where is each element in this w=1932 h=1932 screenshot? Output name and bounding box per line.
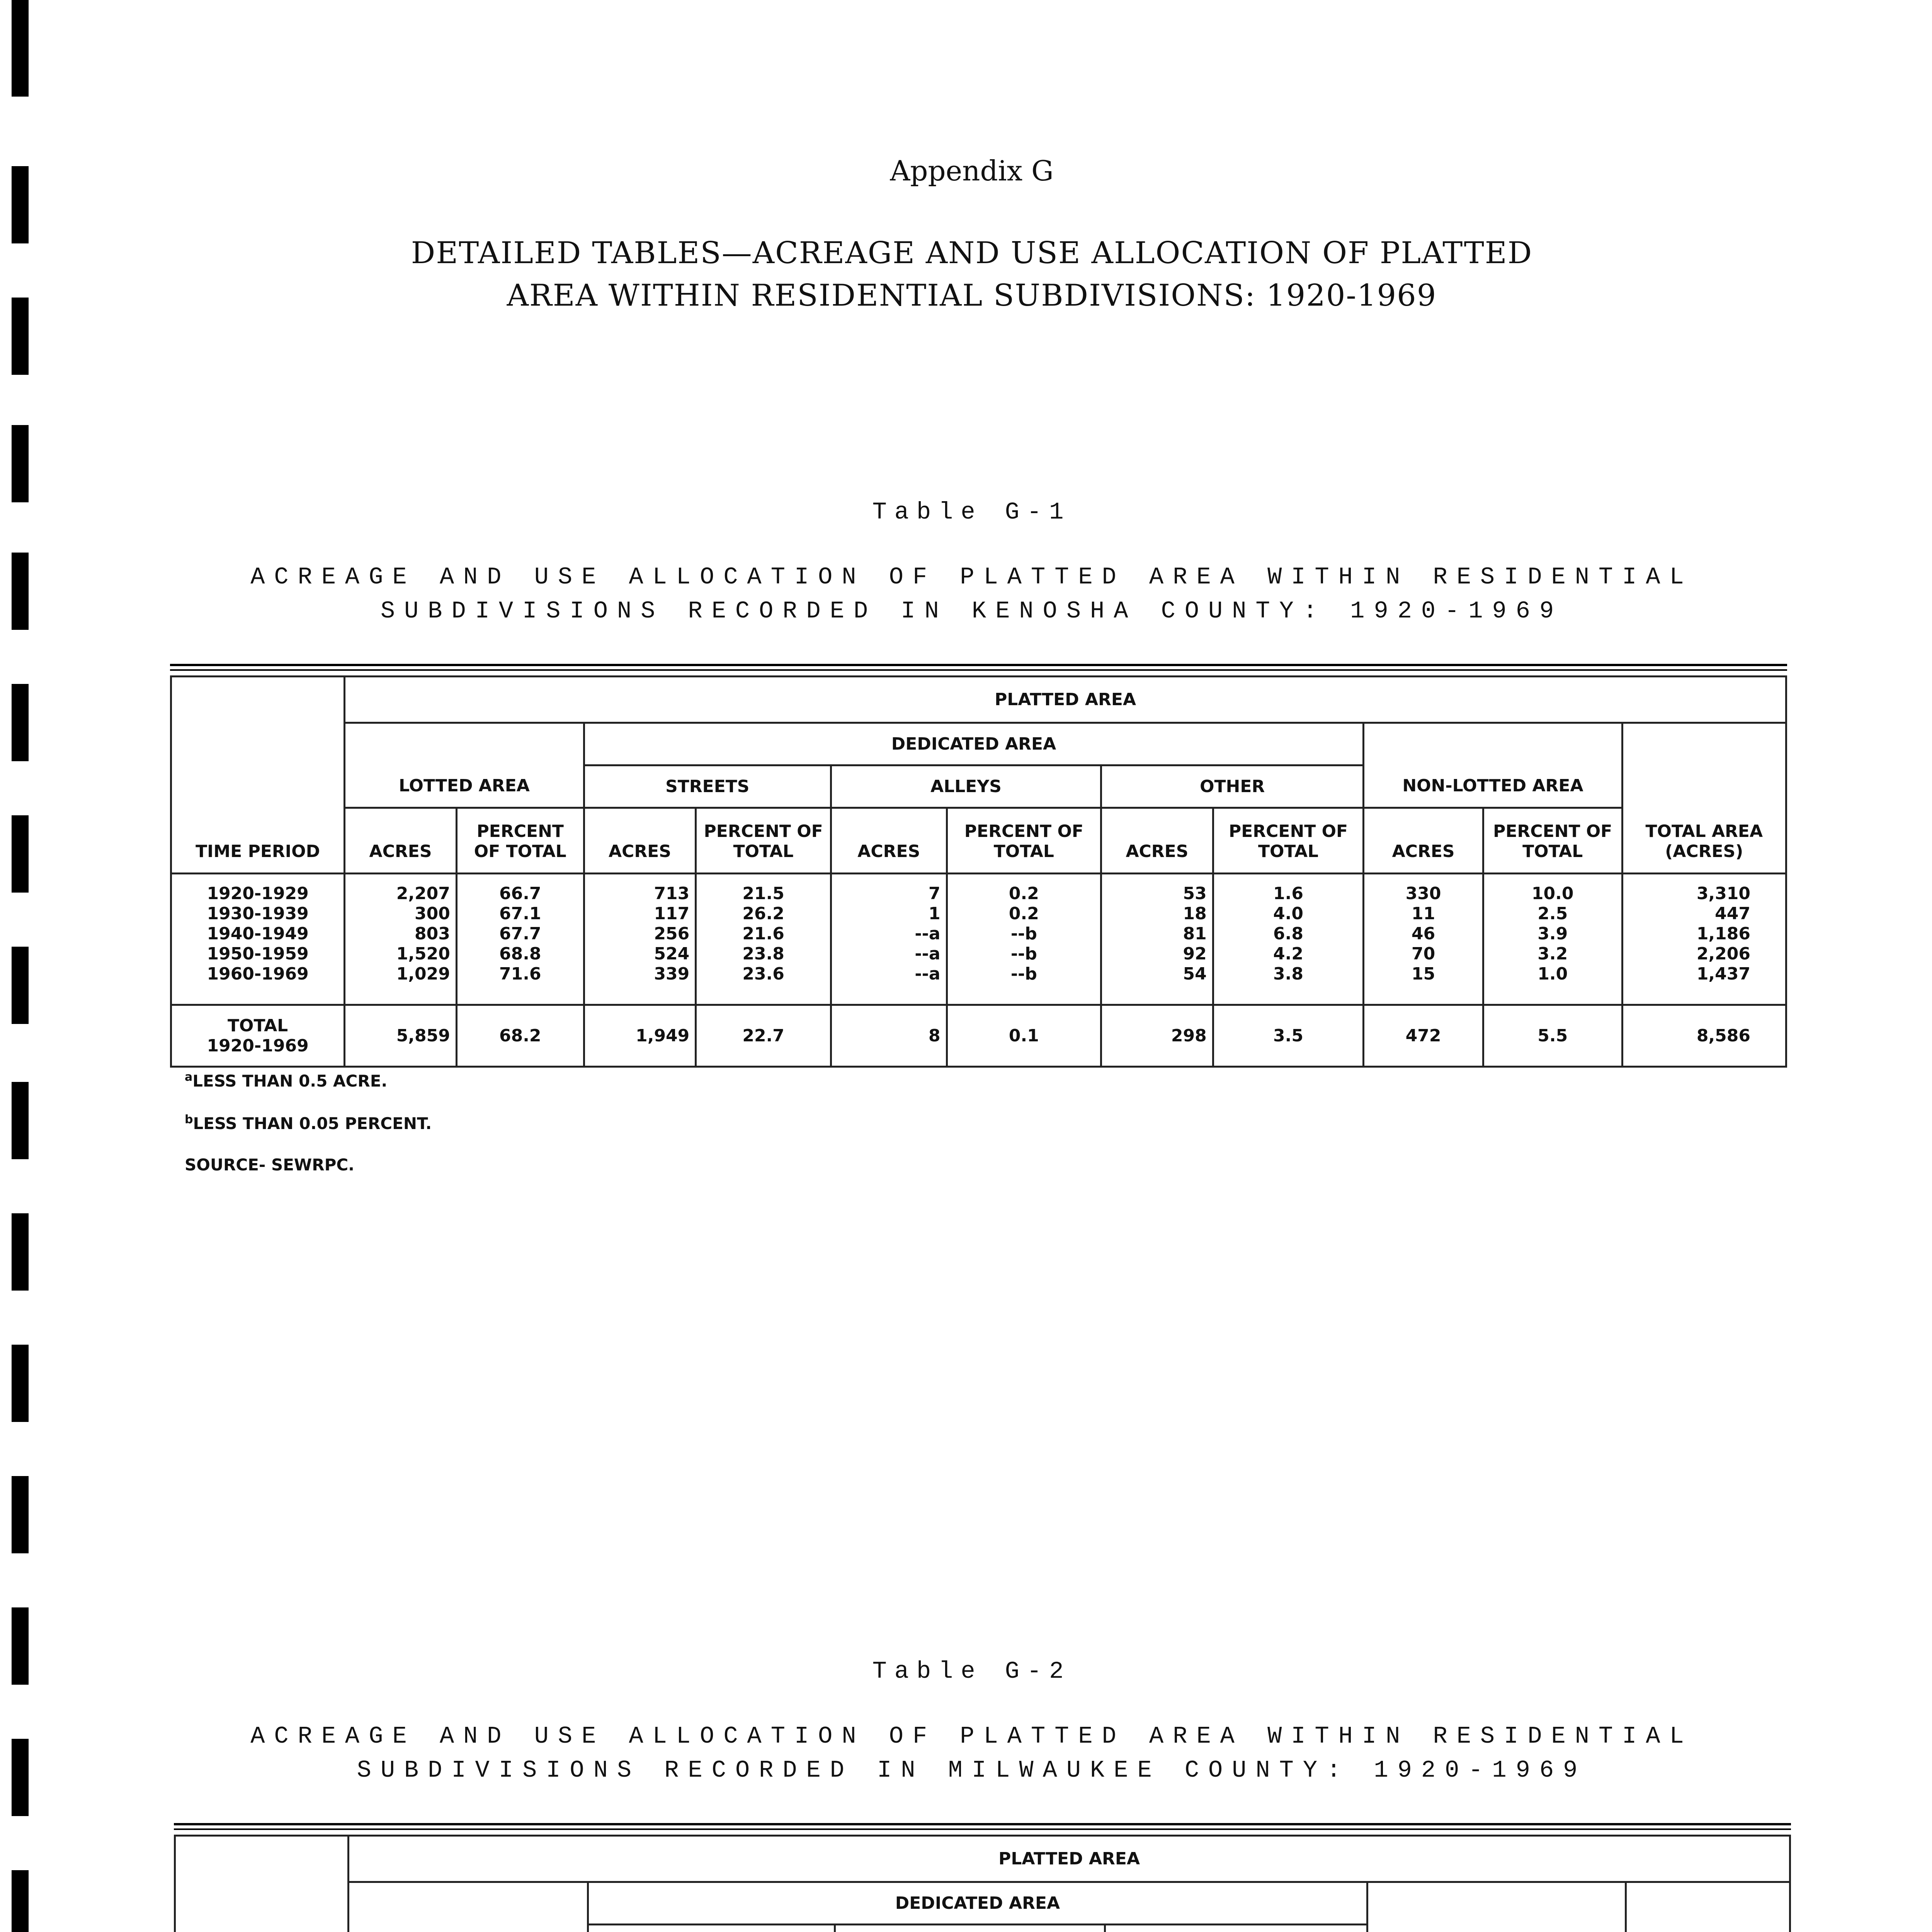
header-time-period: TIME PERIOD	[171, 677, 345, 874]
data-cell	[1483, 874, 1622, 1005]
data-cell	[1213, 874, 1364, 1005]
cell-value: --b	[1010, 924, 1037, 944]
header-acres: ACRES	[831, 808, 947, 874]
data-cell	[1622, 874, 1786, 1005]
total-cell: 472	[1364, 1005, 1483, 1067]
header-dedicated-area: DEDICATED AREA	[584, 723, 1364, 765]
total-cell: 8	[831, 1005, 947, 1067]
table-number: Table G-1	[872, 498, 1071, 526]
footnote-text: LESS THAN 0.5 ACRE.	[192, 1071, 388, 1090]
header-streets	[588, 1925, 835, 1932]
total-cell: 68.2	[456, 1005, 584, 1067]
total-period-cell	[171, 1005, 345, 1067]
header-other: OTHER	[1101, 765, 1364, 808]
cell-value: --a	[915, 944, 940, 964]
cell-value: 2,206	[1696, 944, 1750, 964]
period-value: 1940-1949	[207, 924, 309, 944]
cell-value: 68.8	[499, 944, 541, 964]
cell-value: 11	[1411, 904, 1435, 923]
total-label: TOTAL	[228, 1015, 288, 1036]
table-rule	[174, 1828, 1791, 1830]
header-percent: PERCENT OF TOTAL	[1483, 808, 1622, 874]
cell-value: 300	[415, 904, 450, 923]
table-title-line: ACREAGE AND USE ALLOCATION OF PLATTED AREA WITHIN RESIDENTIAL	[250, 563, 1693, 591]
header-alleys: ALLEYS	[831, 765, 1101, 808]
cell-value: 23.8	[742, 944, 784, 964]
cell-value: 803	[415, 924, 450, 944]
cell-value: 15	[1411, 964, 1435, 984]
cell-value: 117	[654, 904, 690, 923]
period-cell	[171, 874, 345, 1005]
data-cell	[1101, 874, 1213, 1005]
data-cell	[947, 874, 1101, 1005]
data-cell	[831, 874, 947, 1005]
cell-value: 18	[1183, 904, 1207, 923]
footnote-text: LESS THAN 0.05 PERCENT.	[193, 1114, 432, 1133]
total-cell: 8,586	[1622, 1005, 1786, 1067]
document-title-line: DETAILED TABLES—ACREAGE AND USE ALLOCATION OF PLATTED	[411, 236, 1533, 270]
data-table	[170, 675, 1787, 1068]
footnote-mark: a	[185, 1070, 193, 1084]
total-cell: 0.1	[947, 1005, 1101, 1067]
cell-value: 4.2	[1273, 944, 1303, 964]
header-acres: ACRES	[1101, 808, 1213, 874]
header-percent: PERCENT OF TOTAL	[947, 808, 1101, 874]
cell-value: --a	[915, 924, 940, 944]
total-cell: 1,949	[584, 1005, 696, 1067]
cell-value: 23.6	[742, 964, 784, 984]
binder-bar	[12, 1476, 29, 1553]
cell-value: 10.0	[1531, 884, 1574, 903]
cell-value: 3.8	[1273, 964, 1303, 984]
cell-value: 447	[1715, 904, 1750, 923]
header-non-lotted-area: NON-LOTTED AREA	[1364, 723, 1622, 808]
cell-value: 1.6	[1273, 884, 1303, 903]
footnote	[185, 1113, 432, 1133]
cell-value: 2,207	[396, 884, 450, 903]
header-acres: ACRES	[584, 808, 696, 874]
data-cell	[1364, 874, 1483, 1005]
appendix-label: Appendix G	[890, 155, 1054, 187]
header-other	[1105, 1925, 1367, 1932]
data-cell	[456, 874, 584, 1005]
cell-value: 2.5	[1537, 904, 1568, 923]
cell-value: 3,310	[1696, 884, 1750, 903]
cell-value: 1,029	[396, 964, 450, 984]
cell-value: 26.2	[742, 904, 784, 923]
period-value: 1920-1929	[207, 884, 309, 903]
binder-bar	[12, 1870, 29, 1932]
cell-value: 67.1	[499, 904, 541, 923]
cell-value: 53	[1183, 884, 1207, 903]
table-title-line: ACREAGE AND USE ALLOCATION OF PLATTED AREA WITHIN RESIDENTIAL	[250, 1723, 1693, 1750]
cell-value: 330	[1405, 884, 1441, 903]
cell-value: --b	[1010, 964, 1037, 984]
period-value: 1950-1959	[207, 944, 309, 964]
cell-value: --a	[915, 964, 940, 984]
header-acres: ACRES	[1364, 808, 1483, 874]
cell-value: 3.9	[1537, 924, 1568, 944]
header-streets: STREETS	[584, 765, 831, 808]
cell-value: 21.5	[742, 884, 784, 903]
header-platted-area: PLATTED AREA	[345, 677, 1786, 723]
header-acres: ACRES	[345, 808, 457, 874]
cell-value: 66.7	[499, 884, 541, 903]
cell-value: --b	[1010, 944, 1037, 964]
binder-bar	[12, 0, 29, 97]
binder-bar	[12, 684, 29, 761]
cell-value: 713	[654, 884, 690, 903]
cell-value: 70	[1411, 944, 1435, 964]
cell-value: 7	[928, 884, 940, 903]
header-percent: PERCENT OF TOTAL	[696, 808, 831, 874]
document-title	[0, 232, 1932, 317]
table-title	[0, 560, 1932, 628]
binder-bar	[12, 1082, 29, 1159]
data-cell	[345, 874, 457, 1005]
binder-bar	[12, 425, 29, 502]
total-cell: 3.5	[1213, 1005, 1364, 1067]
header-percent: PERCENT OF TOTAL	[456, 808, 584, 874]
header-percent: PERCENT OF TOTAL	[1213, 808, 1364, 874]
cell-value: 0.2	[1009, 904, 1039, 923]
binder-bar	[12, 815, 29, 893]
header-non-lotted-area	[1367, 1882, 1626, 1932]
header-total-area: TOTAL AREA (ACRES)	[1622, 723, 1786, 874]
binder-bar	[12, 1345, 29, 1422]
data-cell	[584, 874, 696, 1005]
header-time-period	[175, 1836, 349, 1932]
binder-bar	[12, 1213, 29, 1291]
cell-value: 67.7	[499, 924, 541, 944]
cell-value: 0.2	[1009, 884, 1039, 903]
cell-value: 54	[1183, 964, 1207, 984]
header-lotted-area	[349, 1882, 588, 1932]
cell-value: 1,437	[1696, 964, 1750, 984]
table-title-line: SUBDIVISIONS RECORDED IN KENOSHA COUNTY: 1920-1969	[380, 597, 1563, 625]
cell-value: 256	[654, 924, 690, 944]
table-number: Table G-2	[872, 1658, 1071, 1685]
cell-value: 46	[1411, 924, 1435, 944]
data-cell	[696, 874, 831, 1005]
cell-value: 524	[654, 944, 690, 964]
header-lotted-area: LOTTED AREA	[345, 723, 584, 808]
source-note: SOURCE- SEWRPC.	[185, 1155, 355, 1174]
total-cell: 298	[1101, 1005, 1213, 1067]
cell-value: 1.0	[1537, 964, 1568, 984]
table-rule	[174, 1823, 1791, 1825]
cell-value: 92	[1183, 944, 1207, 964]
cell-value: 21.6	[742, 924, 784, 944]
cell-value: 3.2	[1537, 944, 1568, 964]
data-table	[174, 1835, 1791, 1932]
cell-value: 1,520	[396, 944, 450, 964]
header-alleys	[835, 1925, 1105, 1932]
table-title	[0, 1719, 1932, 1787]
cell-value: 1,186	[1696, 924, 1750, 944]
table-rule	[170, 664, 1787, 666]
cell-value: 81	[1183, 924, 1207, 944]
total-cell: 5.5	[1483, 1005, 1622, 1067]
table-title-line: SUBDIVISIONS RECORDED IN MILWAUKEE COUNTY: 1920-1969	[357, 1757, 1587, 1784]
header-total-area	[1626, 1882, 1790, 1932]
cell-value: 4.0	[1273, 904, 1303, 923]
binder-bar	[12, 947, 29, 1024]
footnote-mark: b	[185, 1113, 193, 1126]
period-value: 1960-1969	[207, 964, 309, 984]
cell-value: 71.6	[499, 964, 541, 984]
table-rule	[170, 669, 1787, 671]
period-value: 1930-1939	[207, 904, 309, 923]
total-cell: 22.7	[696, 1005, 831, 1067]
footnote	[185, 1070, 387, 1090]
total-cell: 5,859	[345, 1005, 457, 1067]
cell-value: 339	[654, 964, 690, 984]
document-title-line: AREA WITHIN RESIDENTIAL SUBDIVISIONS: 1920-1969	[507, 278, 1437, 313]
header-platted-area: PLATTED AREA	[349, 1836, 1790, 1882]
cell-value: 1	[928, 904, 940, 923]
cell-value: 6.8	[1273, 924, 1303, 944]
total-period: 1920-1969	[207, 1036, 309, 1056]
header-dedicated-area: DEDICATED AREA	[588, 1882, 1367, 1925]
